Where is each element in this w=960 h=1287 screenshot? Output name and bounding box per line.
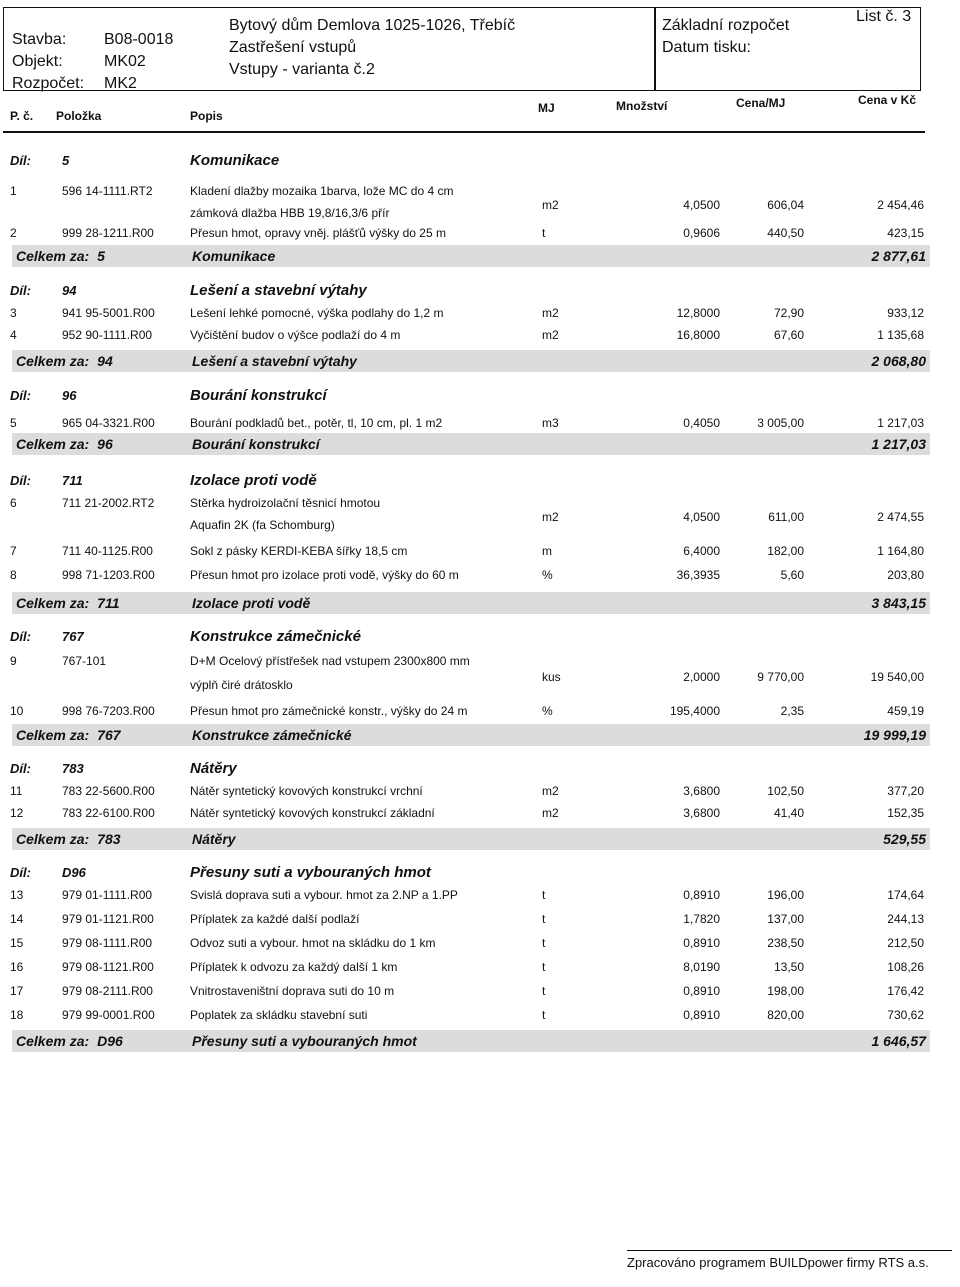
item-description: Odvoz suti a vybour. hmot na skládku do 1 km xyxy=(190,936,436,950)
header-divider xyxy=(654,8,656,90)
item-quantity: 195,4000 xyxy=(669,704,720,718)
section-code: 783 xyxy=(62,761,84,776)
item-unit: t xyxy=(542,984,546,998)
section-title: Konstrukce zámečnické xyxy=(190,628,361,645)
item-quantity: 6,4000 xyxy=(683,544,720,558)
item-description: Nátěr syntetický kovových konstrukcí základní xyxy=(190,806,435,820)
item-quantity: 0,8910 xyxy=(683,936,720,950)
total-label-text: Celkem za: xyxy=(16,595,90,611)
section-header xyxy=(0,152,940,170)
item-number: 9 xyxy=(10,654,17,668)
header-box xyxy=(3,7,921,91)
item-description: Svislá doprava suti a vybour. hmot za 2.NP a 1.PP xyxy=(190,888,458,902)
item-values xyxy=(0,414,940,432)
header-label: Stavba: xyxy=(12,31,67,48)
item-unit-price: 3 005,00 xyxy=(757,416,804,430)
item-unit-price: 196,00 xyxy=(767,888,804,902)
item-unit: m2 xyxy=(542,510,559,524)
item-quantity: 0,4050 xyxy=(683,416,720,430)
item-unit: t xyxy=(542,888,546,902)
section-header xyxy=(0,760,940,778)
item-total: 933,12 xyxy=(887,306,924,320)
total-section-title: Izolace proti vodě xyxy=(192,595,311,611)
col-total: Cena v Kč xyxy=(858,93,917,107)
item-values xyxy=(0,566,940,584)
item-unit-price: 440,50 xyxy=(767,226,804,240)
item-unit: % xyxy=(542,568,553,582)
item-total: 152,35 xyxy=(887,806,924,820)
sheet-number: List č. 3 xyxy=(856,8,912,25)
total-label xyxy=(16,1030,123,1052)
item-unit: m2 xyxy=(542,198,559,212)
total-section-title: Konstrukce zámečnické xyxy=(192,727,352,743)
item-quantity: 2,0000 xyxy=(683,670,720,684)
item-unit: t xyxy=(542,912,546,926)
item-description: Bourání podkladů bet., potěr, tl, 10 cm, pl. 1 m2 xyxy=(190,416,443,430)
item-unit-price: 5,60 xyxy=(780,568,804,582)
item-total: 1 164,80 xyxy=(877,544,924,558)
section-total-sum: 1 646,57 xyxy=(871,1033,926,1049)
item-unit: t xyxy=(542,960,546,974)
item-unit-price: 606,04 xyxy=(767,198,804,212)
item-code: 767-101 xyxy=(62,654,107,668)
item-code: 711 40-1125.R00 xyxy=(62,544,153,558)
item-quantity: 0,8910 xyxy=(683,984,720,998)
header-labels xyxy=(12,30,84,96)
item-total: 19 540,00 xyxy=(870,670,924,684)
item-description: Lešení lehké pomocné, výška podlahy do 1,2 m xyxy=(190,306,444,320)
item-unit: t xyxy=(542,1008,546,1022)
total-section-code: 767 xyxy=(97,727,121,743)
item-total: 730,62 xyxy=(887,1008,924,1022)
item-description: Poplatek za skládku stavební suti xyxy=(190,1008,368,1022)
header-label: Rozpočet: xyxy=(12,75,85,92)
section-code: 767 xyxy=(62,629,84,644)
item-unit: % xyxy=(542,704,553,718)
item-unit-price: 820,00 xyxy=(767,1008,804,1022)
header-desc: Vstupy - varianta č.2 xyxy=(229,61,375,78)
item-unit-price: 13,50 xyxy=(773,960,804,974)
item-number: 6 xyxy=(10,496,17,510)
section-label: Díl: xyxy=(10,388,31,403)
total-label-text: Celkem za: xyxy=(16,727,90,743)
item-values xyxy=(0,542,940,560)
section-title: Nátěry xyxy=(190,760,237,777)
item-unit-price: 102,50 xyxy=(767,784,804,798)
item-values xyxy=(0,702,940,720)
item-code: 999 28-1211.R00 xyxy=(62,226,154,240)
item-unit-price: 182,00 xyxy=(767,544,804,558)
item-total: 423,15 xyxy=(887,226,924,240)
item-values xyxy=(0,934,940,952)
header-descriptions xyxy=(229,16,515,82)
item-number: 8 xyxy=(10,568,17,582)
item-number: 5 xyxy=(10,416,17,430)
header-label: Objekt: xyxy=(12,53,63,70)
header-code: MK2 xyxy=(104,75,137,92)
item-code: 596 14-1111.RT2 xyxy=(62,184,153,198)
section-title: Komunikace xyxy=(190,152,280,169)
item-number: 14 xyxy=(10,912,24,926)
section-code: 711 xyxy=(62,473,83,488)
item-values xyxy=(0,508,940,526)
item-number: 15 xyxy=(10,936,24,950)
item-code: 979 08-1121.R00 xyxy=(62,960,154,974)
item-quantity: 1,7820 xyxy=(683,912,720,926)
total-label-text: Celkem za: xyxy=(16,1033,90,1049)
section-total-sum: 1 217,03 xyxy=(871,436,926,452)
item-unit: m3 xyxy=(542,416,559,430)
section-label: Díl: xyxy=(10,865,31,880)
item-code: 952 90-1111.R00 xyxy=(62,328,153,342)
section-title: Izolace proti vodě xyxy=(190,472,317,489)
header-right xyxy=(662,16,789,60)
section-total-row xyxy=(12,828,930,850)
total-section-code: 783 xyxy=(97,831,121,847)
section-label: Díl: xyxy=(10,473,31,488)
total-section-code: 94 xyxy=(97,353,113,369)
section-header xyxy=(0,387,940,405)
section-total-sum: 19 999,19 xyxy=(863,727,926,743)
item-description: Příplatek za každé další podlaží xyxy=(190,912,360,926)
section-total-sum: 2 877,61 xyxy=(871,248,926,264)
item-quantity: 36,3935 xyxy=(676,568,720,582)
item-description: Nátěr syntetický kovových konstrukcí vrchní xyxy=(190,784,423,798)
item-values xyxy=(0,224,940,242)
section-total-sum: 3 843,15 xyxy=(871,595,926,611)
item-code: 783 22-6100.R00 xyxy=(62,806,155,820)
item-values xyxy=(0,958,940,976)
section-label: Díl: xyxy=(10,629,31,644)
item-total: 1 217,03 xyxy=(877,416,924,430)
item-unit: m2 xyxy=(542,328,559,342)
item-number: 7 xyxy=(10,544,17,558)
total-section-title: Bourání konstrukcí xyxy=(192,436,320,452)
item-number: 13 xyxy=(10,888,24,902)
total-section-code: 711 xyxy=(97,595,120,611)
item-description-2: zámková dlažba HBB 19,8/16,3/6 přír xyxy=(190,206,390,220)
item-number: 1 xyxy=(10,184,17,198)
total-label xyxy=(16,350,113,372)
item-values xyxy=(0,668,940,686)
item-number: 4 xyxy=(10,328,17,342)
item-code: 979 99-0001.R00 xyxy=(62,1008,155,1022)
col-item: Položka xyxy=(56,109,102,123)
section-total-row xyxy=(12,724,930,746)
item-quantity: 12,8000 xyxy=(676,306,720,320)
total-label xyxy=(16,433,113,455)
item-code: 998 71-1203.R00 xyxy=(62,568,155,582)
total-section-code: 96 xyxy=(97,436,113,452)
item-description: Přesun hmot pro zámečnické konstr., výšky do 24 m xyxy=(190,704,468,718)
item-description: Stěrka hydroizolační těsnicí hmotou xyxy=(190,496,381,510)
header-code: MK02 xyxy=(104,53,146,70)
print-date-label: Datum tisku: xyxy=(662,39,751,56)
section-label: Díl: xyxy=(10,761,31,776)
item-values xyxy=(0,982,940,1000)
item-number: 3 xyxy=(10,306,17,320)
section-title: Přesuny suti a vybouraných hmot xyxy=(190,864,431,881)
item-values xyxy=(0,782,940,800)
item-code: 711 21-2002.RT2 xyxy=(62,496,155,510)
item-total: 2 474,55 xyxy=(877,510,924,524)
section-label: Díl: xyxy=(10,283,31,298)
total-label-text: Celkem za: xyxy=(16,353,90,369)
section-title: Bourání konstrukcí xyxy=(190,387,327,404)
item-description: Přesun hmot pro izolace proti vodě, výšky do 60 m xyxy=(190,568,459,582)
budget-title: Základní rozpočet xyxy=(662,17,790,34)
item-unit: kus xyxy=(542,670,561,684)
item-unit: m2 xyxy=(542,806,559,820)
item-unit: t xyxy=(542,936,546,950)
total-section-title: Komunikace xyxy=(192,248,276,264)
item-values xyxy=(0,1006,940,1024)
item-quantity: 0,8910 xyxy=(683,888,720,902)
item-code: 979 01-1111.R00 xyxy=(62,888,153,902)
total-section-title: Přesuny suti a vybouraných hmot xyxy=(192,1033,417,1049)
header-desc: Bytový dům Demlova 1025-1026, Třebíč xyxy=(229,17,516,34)
section-code: 94 xyxy=(62,283,77,298)
item-number: 18 xyxy=(10,1008,24,1022)
total-label xyxy=(16,828,121,850)
item-total: 1 135,68 xyxy=(877,328,924,342)
total-label-text: Celkem za: xyxy=(16,831,90,847)
item-total: 174,64 xyxy=(887,888,924,902)
section-header xyxy=(0,628,940,646)
total-label xyxy=(16,245,105,267)
section-total-sum: 2 068,80 xyxy=(871,353,926,369)
total-section-code: D96 xyxy=(97,1033,123,1049)
item-description: D+M Ocelový přístřešek nad vstupem 2300x800 mm xyxy=(190,654,470,668)
item-unit-price: 67,60 xyxy=(773,328,804,342)
section-total-sum: 529,55 xyxy=(883,831,926,847)
col-mj: MJ xyxy=(538,101,555,115)
item-total: 203,80 xyxy=(887,568,924,582)
total-section-code: 5 xyxy=(97,248,105,264)
item-code: 965 04-3321.R00 xyxy=(62,416,155,430)
item-unit: m xyxy=(542,544,552,558)
item-number: 2 xyxy=(10,226,17,240)
item-total: 108,26 xyxy=(887,960,924,974)
item-description: Kladení dlažby mozaika 1barva, lože MC do 4 cm xyxy=(190,184,454,198)
item-quantity: 4,0500 xyxy=(683,198,720,212)
item-unit-price: 611,00 xyxy=(768,510,804,524)
item-total: 176,42 xyxy=(887,984,924,998)
total-label xyxy=(16,592,119,614)
col-no: P. č. xyxy=(10,109,34,123)
item-values xyxy=(0,196,940,214)
item-code: 783 22-5600.R00 xyxy=(62,784,155,798)
item-number: 16 xyxy=(10,960,24,974)
item-unit: m2 xyxy=(542,306,559,320)
item-quantity: 16,8000 xyxy=(676,328,720,342)
section-total-row xyxy=(12,1030,930,1052)
item-values xyxy=(0,326,940,344)
section-header xyxy=(0,472,940,490)
item-unit-price: 238,50 xyxy=(767,936,804,950)
item-quantity: 8,0190 xyxy=(683,960,720,974)
total-section-title: Lešení a stavební výtahy xyxy=(192,353,357,369)
total-label xyxy=(16,724,121,746)
item-number: 17 xyxy=(10,984,24,998)
header-desc: Zastřešení vstupů xyxy=(229,39,357,56)
footer: Zpracováno programem BUILDpower firmy RTS a.s. xyxy=(627,1250,952,1270)
item-description-2: výplň čiré drátosklo xyxy=(190,678,293,692)
item-quantity: 3,6800 xyxy=(683,784,720,798)
section-code: 5 xyxy=(62,153,70,168)
item-description: Přesun hmot, opravy vněj. plášťů výšky do 25 m xyxy=(190,226,446,240)
item-values xyxy=(0,804,940,822)
item-description: Vyčištění budov o výšce podlaží do 4 m xyxy=(190,328,401,342)
item-total: 244,13 xyxy=(887,912,924,926)
total-label-text: Celkem za: xyxy=(16,436,90,452)
section-code: 96 xyxy=(62,388,77,403)
item-total: 212,50 xyxy=(887,936,924,950)
col-desc: Popis xyxy=(190,109,223,123)
item-description: Vnitrostaveništní doprava suti do 10 m xyxy=(190,984,395,998)
header-rule xyxy=(3,131,925,133)
item-unit-price: 198,00 xyxy=(767,984,804,998)
item-unit-price: 9 770,00 xyxy=(757,670,804,684)
col-qty: Množství xyxy=(616,99,668,113)
section-total-row xyxy=(12,433,930,455)
header-codes xyxy=(104,30,173,96)
item-number: 11 xyxy=(10,784,23,798)
item-description: Příplatek k odvozu za každý další 1 km xyxy=(190,960,398,974)
item-unit-price: 72,90 xyxy=(773,306,804,320)
section-title: Lešení a stavební výtahy xyxy=(190,282,367,299)
item-total: 377,20 xyxy=(887,784,924,798)
item-code: 998 76-7203.R00 xyxy=(62,704,155,718)
section-total-row xyxy=(12,350,930,372)
item-values xyxy=(0,910,940,928)
item-description-2: Aquafin 2K (fa Schomburg) xyxy=(190,518,335,532)
col-price: Cena/MJ xyxy=(736,96,786,110)
item-unit: m2 xyxy=(542,784,559,798)
column-headers xyxy=(0,95,930,127)
item-total: 459,19 xyxy=(887,704,924,718)
item-unit: t xyxy=(542,226,546,240)
item-number: 12 xyxy=(10,806,24,820)
section-header xyxy=(0,282,940,300)
item-total: 2 454,46 xyxy=(877,198,924,212)
item-values xyxy=(0,886,940,904)
item-number: 10 xyxy=(10,704,24,718)
item-description: Sokl z pásky KERDI-KEBA šířky 18,5 cm xyxy=(190,544,408,558)
section-label: Díl: xyxy=(10,153,31,168)
item-unit-price: 137,00 xyxy=(767,912,804,926)
total-section-title: Nátěry xyxy=(192,831,236,847)
header-code: B08-0018 xyxy=(104,31,174,48)
item-quantity: 0,8910 xyxy=(683,1008,720,1022)
item-quantity: 4,0500 xyxy=(683,510,720,524)
item-values xyxy=(0,304,940,322)
item-code: 979 08-2111.R00 xyxy=(62,984,153,998)
total-label-text: Celkem za: xyxy=(16,248,90,264)
item-quantity: 3,6800 xyxy=(683,806,720,820)
item-quantity: 0,9606 xyxy=(683,226,720,240)
section-total-row xyxy=(12,245,930,267)
item-code: 941 95-5001.R00 xyxy=(62,306,155,320)
item-unit-price: 2,35 xyxy=(780,704,804,718)
section-header xyxy=(0,864,940,882)
section-code: D96 xyxy=(62,865,86,880)
item-code: 979 01-1121.R00 xyxy=(62,912,154,926)
item-unit-price: 41,40 xyxy=(773,806,804,820)
item-code: 979 08-1111.R00 xyxy=(62,936,153,950)
section-total-row xyxy=(12,592,930,614)
